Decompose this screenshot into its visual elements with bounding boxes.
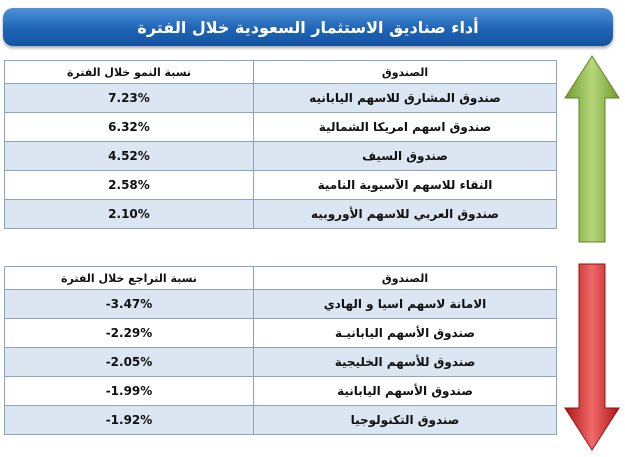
- decline-header-fund: الصندوق: [254, 267, 557, 290]
- growth-table: [4, 60, 557, 229]
- table-row: [5, 348, 557, 377]
- decline-header-value: نسبة التراجع خلال الفترة: [5, 267, 254, 290]
- fund-name: الامانة لاسهم اسيا و الهادي: [254, 290, 557, 319]
- fund-name: صندوق الأسهم اليابانيـة: [254, 319, 557, 348]
- fund-name: صندوق التكنولوجيا: [254, 406, 557, 435]
- growth-value: 6.32%: [5, 113, 254, 142]
- decline-value: -1.92%: [5, 406, 254, 435]
- growth-value: 2.58%: [5, 171, 254, 200]
- growth-value: 2.10%: [5, 200, 254, 229]
- fund-name: صندوق العربي للاسهم الأوروبيه: [254, 200, 557, 229]
- up-arrow-icon: [563, 54, 621, 244]
- growth-value: 4.52%: [5, 142, 254, 171]
- table-row: [5, 142, 557, 171]
- fund-name: صندوق للأسهم الخليجية: [254, 348, 557, 377]
- table-row: [5, 171, 557, 200]
- down-arrow-icon: [563, 262, 621, 452]
- table-row: [5, 84, 557, 113]
- growth-header-value: نسبة النمو خلال الفترة: [5, 61, 254, 84]
- decline-table: [4, 266, 557, 435]
- decline-value: -3.47%: [5, 290, 254, 319]
- table-row: [5, 406, 557, 435]
- growth-table-header: [5, 61, 557, 84]
- table-row: [5, 200, 557, 229]
- fund-name: صندوق المشارق للاسهم اليابانيه: [254, 84, 557, 113]
- table-row: [5, 319, 557, 348]
- fund-name: صندوق السيف: [254, 142, 557, 171]
- table-row: [5, 290, 557, 319]
- fund-name: صندوق الأسهم اليابانية: [254, 377, 557, 406]
- decline-value: -2.05%: [5, 348, 254, 377]
- page-title: أداء صناديق الاستثمار السعودية خلال الفترة: [3, 8, 613, 46]
- decline-value: -2.29%: [5, 319, 254, 348]
- fund-name: صندوق اسهم امريكا الشمالية: [254, 113, 557, 142]
- growth-header-fund: الصندوق: [254, 61, 557, 84]
- table-row: [5, 113, 557, 142]
- decline-table-header: [5, 267, 557, 290]
- fund-name: النقاء للاسهم الآسيوية النامية: [254, 171, 557, 200]
- decline-value: -1.99%: [5, 377, 254, 406]
- table-row: [5, 377, 557, 406]
- growth-value: 7.23%: [5, 84, 254, 113]
